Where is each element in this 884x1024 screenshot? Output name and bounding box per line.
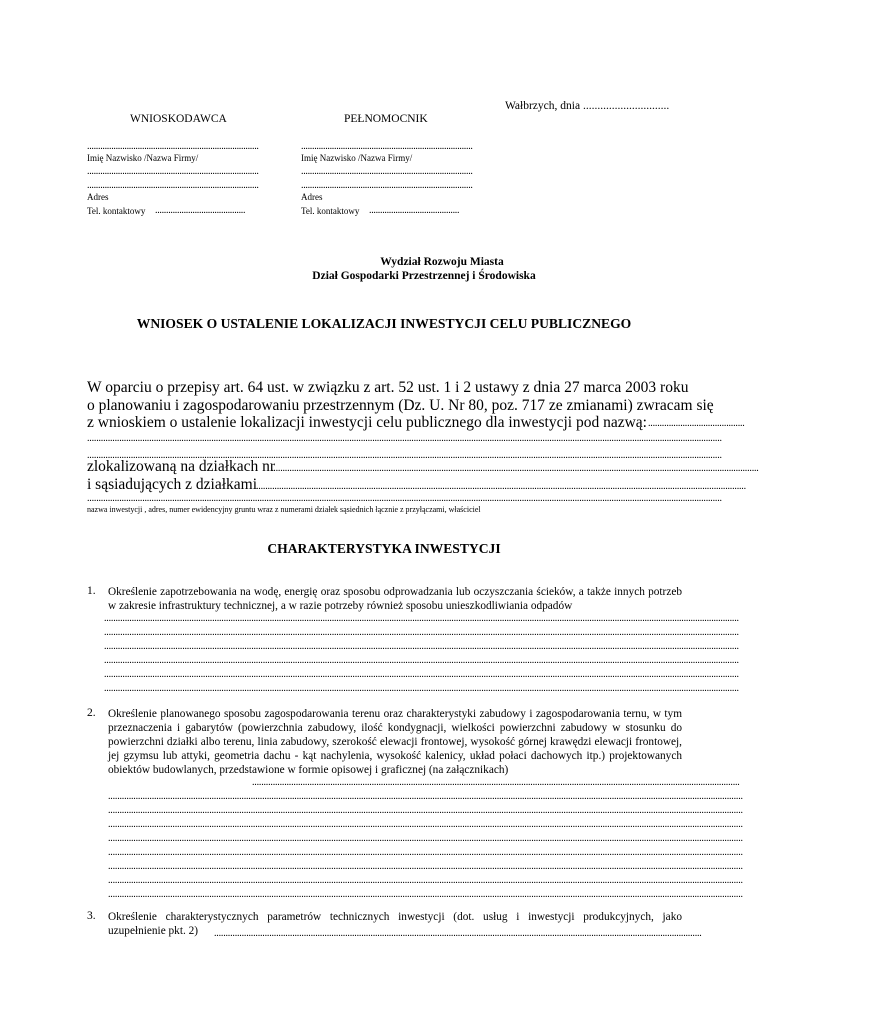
item-2-line[interactable]: .................................................................................................................................................................................................................................................................................... [108, 847, 743, 858]
intro-footnote: nazwa inwestycji , adres, numer ewidencyjny gruntu wraz z numerami działek sąsiednich łącznie z przyłączami, właściciel [87, 505, 481, 514]
proxy-heading: PEŁNOMOCNIK [344, 113, 428, 125]
page-title: WNIOSEK O USTALENIE LOKALIZACJI INWESTYCJI CELU PUBLICZNEGO [136, 316, 632, 331]
intro-line-1: W oparciu o przepisy art. 64 ust. w związku z art. 52 ust. 1 i 2 ustawy z dnia 27 marca 2003 roku [87, 379, 689, 396]
adjacent-field[interactable]: ..................................................................................................................................................................................................................... [256, 481, 746, 492]
item-1-line[interactable]: .................................................................................................................................................................................................................................................................................... [104, 655, 739, 666]
item-1-text: Określenie zapotrzebowania na wodę, energię oraz sposobu odprowadzania lub oczyszczania ścieków, a także innych potrzeb w zakresie infrastruktury technicznej, a w razie potrzeby również sposobu unieszkodliwiania odpadów [108, 586, 682, 613]
proxy-address-label: Adres [301, 192, 323, 202]
proxy-tel-label: Tel. kontaktowy [301, 206, 360, 216]
recipient-division: Dział Gospodarki Przestrzennej i Środowiska [312, 270, 536, 282]
item-2-number: 2. [87, 707, 96, 719]
item-1-line[interactable]: .................................................................................................................................................................................................................................................................................... [104, 641, 739, 652]
adjacent-label: i sąsiadujących z działkami [87, 476, 258, 493]
applicant-name-line[interactable]: .............................................................................. [87, 141, 259, 152]
intro-line-3: z wnioskiem o ustalenie lokalizacji inwestycji celu publicznego dla inwestycji pod nazwą: [87, 414, 647, 431]
applicant-heading: WNIOSKODAWCA [130, 113, 227, 125]
applicant-tel-label: Tel. kontaktowy [87, 206, 146, 216]
investment-name-line-2[interactable]: .................................................................................................................................................................................................................................................................................... [87, 433, 722, 444]
proxy-address-line-2[interactable]: .............................................................................. [301, 180, 473, 191]
item-2-line[interactable]: .................................................................................................................................................................................................................... [252, 777, 740, 788]
proxy-address-line-1[interactable]: .............................................................................. [301, 166, 473, 177]
date-line: Wałbrzych, dnia .............................. [505, 100, 670, 112]
extra-line[interactable]: .................................................................................................................................................................................................................................................................................... [87, 493, 722, 504]
recipient-department: Wydział Rozwoju Miasta [380, 256, 504, 268]
investment-name-field[interactable]: .......................................... [648, 418, 745, 429]
proxy-tel-field[interactable]: ......................................... [369, 205, 460, 216]
applicant-address-line-1[interactable]: .............................................................................. [87, 166, 259, 177]
item-2-line[interactable]: .................................................................................................................................................................................................................................................................................... [108, 861, 743, 872]
item-2-line[interactable]: .................................................................................................................................................................................................................................................................................... [108, 819, 743, 830]
item-1-line[interactable]: .................................................................................................................................................................................................................................................................................... [104, 683, 739, 694]
item-2-line[interactable]: .................................................................................................................................................................................................................................................................................... [108, 875, 743, 886]
item-2-text: Określenie planowanego sposobu zagospodarowania terenu oraz charakterystyki zabudowy i zagospodarowania ternu, w tym przeznaczenia i gabarytów (powierzchnia zabudowy, ilość kondygnacji, wielkości powierzchni zabudowy w stosunku do powierzchni działki albo terenu, linia zabudowy, szerokość elewacji frontowej, wysokość górnej krawędzi elewacji frontowej, jej gzymsu lub attyki, geometria dachu - kąt nachylenia, wysokość kalenicy, układ połaci dachowych itp.) projektowanych obiektów budowlanych, przedstawione w formie opisowej i graficznej (na załącznikach) [108, 708, 682, 777]
item-3-text: Określenie charakterystycznych parametrów technicznych inwestycji (dot. usług i inwestycji produkcyjnych, jako uzupełnienie pkt. 2) [108, 911, 682, 938]
applicant-address-label: Adres [87, 192, 109, 202]
plots-field[interactable]: .................................................................................................................................................................................................................... [271, 463, 759, 474]
applicant-address-line-2[interactable]: .............................................................................. [87, 180, 259, 191]
item-2-line[interactable]: .................................................................................................................................................................................................................................................................................... [108, 791, 743, 802]
item-1-number: 1. [87, 585, 96, 597]
item-1-line[interactable]: .................................................................................................................................................................................................................................................................................... [104, 613, 739, 624]
proxy-name-label: Imię Nazwisko /Nazwa Firmy/ [301, 153, 413, 163]
investment-name-line-3[interactable]: .................................................................................................................................................................................................................................................................................... [87, 450, 722, 461]
item-1-line[interactable]: .................................................................................................................................................................................................................................................................................... [104, 627, 739, 638]
applicant-name-label: Imię Nazwisko /Nazwa Firmy/ [87, 153, 199, 163]
item-2-line[interactable]: .................................................................................................................................................................................................................................................................................... [108, 889, 743, 900]
proxy-name-line[interactable]: .............................................................................. [301, 141, 473, 152]
plots-label: zlokalizowaną na działkach nr [87, 458, 276, 475]
item-3-line[interactable]: .................................................................................................................................................................................................................... [214, 928, 702, 939]
applicant-tel-field[interactable]: ......................................... [155, 205, 246, 216]
item-3-number: 3. [87, 910, 96, 922]
item-2-line[interactable]: .................................................................................................................................................................................................................................................................................... [108, 805, 743, 816]
intro-line-2: o planowaniu i zagospodarowaniu przestrzennym (Dz. U. Nr 80, poz. 717 ze zmianami) zwracam się [87, 397, 714, 414]
section-title: CHARAKTERYSTYKA INWESTYCJI [267, 541, 501, 556]
item-2-line[interactable]: .................................................................................................................................................................................................................................................................................... [108, 833, 743, 844]
item-1-line[interactable]: .................................................................................................................................................................................................................................................................................... [104, 669, 739, 680]
